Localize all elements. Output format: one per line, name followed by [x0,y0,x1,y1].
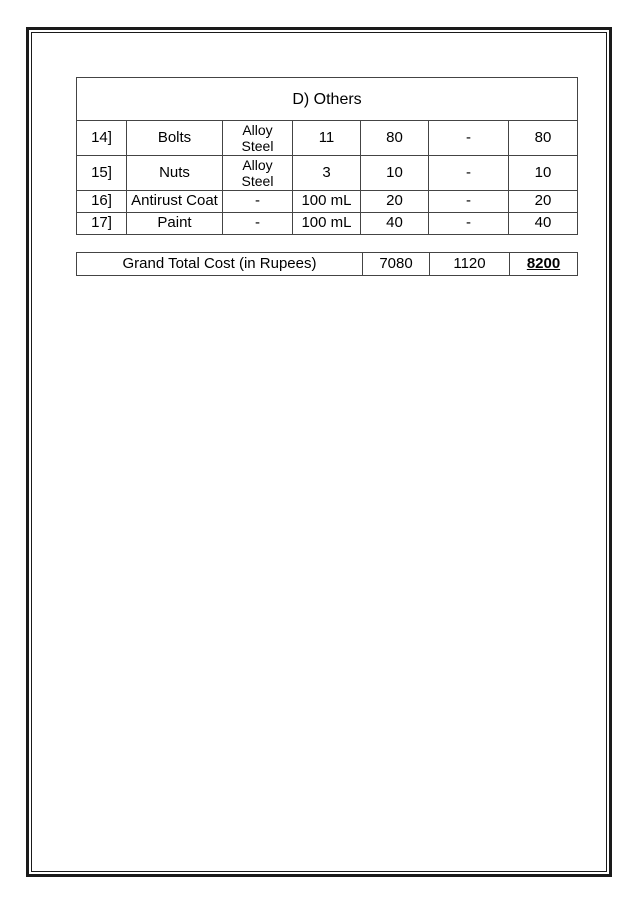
total-cost: 80 [509,121,578,156]
total-cost: 10 [509,156,578,191]
part-name: Nuts [127,156,223,191]
table-row [77,121,578,156]
material-cost: 20 [361,191,429,213]
labour-cost: - [429,213,509,235]
grand-total-table [76,252,578,276]
material: - [223,191,293,213]
labour-cost: - [429,121,509,156]
quantity: 11 [293,121,361,156]
section-title: D) Others [77,78,578,121]
grand-total-label: Grand Total Cost (in Rupees) [77,253,363,276]
material-cost: 10 [361,156,429,191]
table-row [77,213,578,235]
labour-cost: - [429,156,509,191]
grand-total-row [77,253,578,276]
table-row [77,191,578,213]
material [223,156,293,191]
material-cost: 80 [361,121,429,156]
quantity: 3 [293,156,361,191]
material-cost: 40 [361,213,429,235]
table-row [77,156,578,191]
material-line-2: Steel [241,138,274,154]
serial-number: 15] [77,156,127,191]
labour-cost: - [429,191,509,213]
section-title-row [77,78,578,121]
quantity: 100 mL [293,213,361,235]
part-name: Antirust Coat [127,191,223,213]
material-line-1: Alloy [242,157,273,173]
total-cost: 40 [509,213,578,235]
grand-total-material-cost: 7080 [363,253,430,276]
material-line-1: Alloy [242,122,273,138]
part-name: Bolts [127,121,223,156]
part-name: Paint [127,213,223,235]
material [223,121,293,156]
others-cost-table [76,77,578,235]
serial-number: 14] [77,121,127,156]
serial-number: 17] [77,213,127,235]
material-line-2: Steel [241,173,274,189]
serial-number: 16] [77,191,127,213]
grand-total-labour-cost: 1120 [430,253,510,276]
grand-total-value: 8200 [510,253,578,276]
material: - [223,213,293,235]
quantity: 100 mL [293,191,361,213]
total-cost: 20 [509,191,578,213]
